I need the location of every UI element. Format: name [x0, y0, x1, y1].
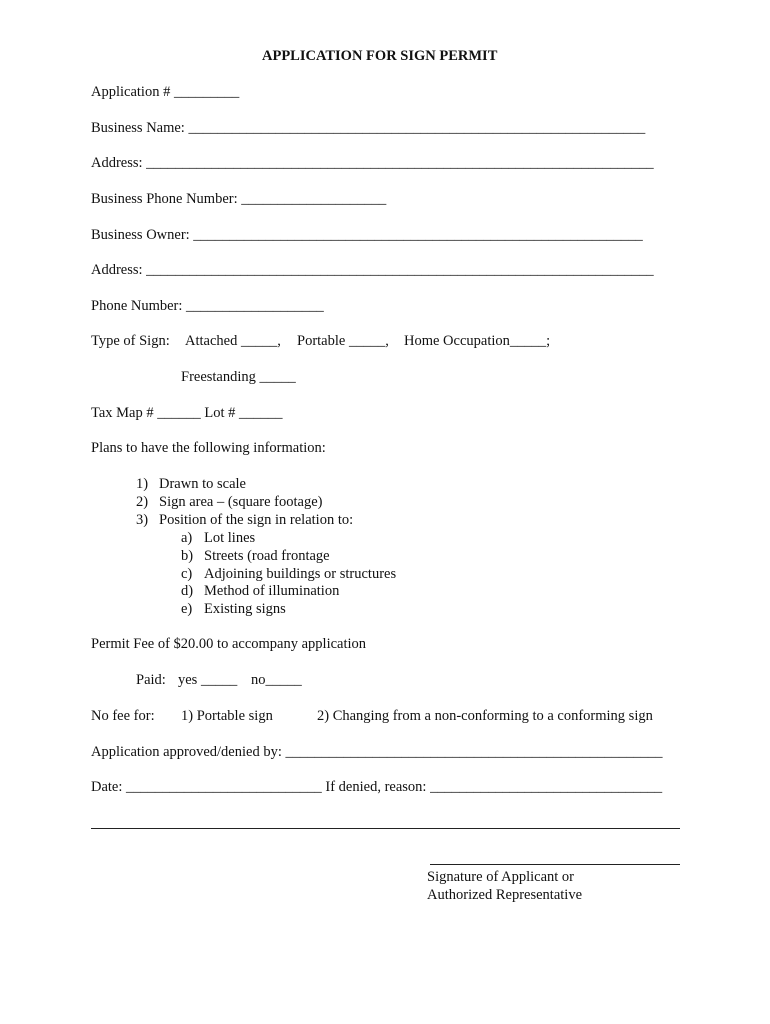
sublist-item: Lot lines — [204, 530, 256, 546]
paid-label: Paid: — [136, 672, 166, 688]
permit-fee-text: Permit Fee of $20.00 to accompany application — [91, 636, 367, 652]
sign-type-freestanding: Freestanding _____ — [181, 369, 296, 385]
reason-continuation-line — [91, 828, 680, 829]
no-fee-item-portable: 1) Portable sign — [181, 708, 273, 724]
sublist-item-letter: e) — [181, 601, 193, 617]
paid-no: no_____ — [251, 672, 302, 688]
sublist-item-letter: d) — [181, 583, 194, 599]
sublist-item: Method of illumination — [204, 583, 340, 599]
plans-intro: Plans to have the following information: — [91, 440, 326, 456]
approved-denied-field: Application approved/denied by: ____________________________________________________ — [91, 744, 663, 760]
sublist-item-letter: a) — [181, 530, 193, 546]
sublist-item: Streets (road frontage — [204, 548, 330, 564]
sign-type-home-occupation: Home Occupation_____; — [404, 333, 551, 349]
list-item-number: 2) — [136, 494, 149, 510]
sublist-item-letter: c) — [181, 566, 193, 582]
sign-type-label: Type of Sign: — [91, 333, 170, 349]
list-item-number: 3) — [136, 512, 149, 528]
list-item: Position of the sign in relation to: — [159, 512, 354, 528]
business-owner-field: Business Owner: ______________________________________________________________ — [91, 227, 643, 243]
signature-caption-line1: Signature of Applicant or — [427, 869, 574, 885]
address-field-1: Address: ______________________________________________________________________ — [91, 155, 654, 171]
application-number-field: Application # _________ — [91, 84, 240, 100]
sign-type-attached: Attached _____, — [185, 333, 281, 349]
sublist-item: Existing signs — [204, 601, 286, 617]
business-phone-field: Business Phone Number: ____________________ — [91, 191, 387, 207]
sublist-item-letter: b) — [181, 548, 194, 564]
sublist-item: Adjoining buildings or structures — [204, 566, 397, 582]
no-fee-label: No fee for: — [91, 708, 155, 724]
list-item-number: 1) — [136, 476, 149, 492]
address-field-2: Address: ______________________________________________________________________ — [91, 262, 654, 278]
paid-yes: yes _____ — [178, 672, 238, 688]
business-name-field: Business Name: _______________________________________________________________ — [91, 120, 646, 136]
date-reason-field: Date: ___________________________ If denied, reason: ________________________________ — [91, 779, 663, 795]
list-item: Sign area – (square footage) — [159, 494, 323, 510]
sign-type-portable: Portable _____, — [297, 333, 389, 349]
signature-caption-line2: Authorized Representative — [427, 887, 583, 903]
page-title: APPLICATION FOR SIGN PERMIT — [262, 48, 498, 64]
tax-map-field: Tax Map # ______ Lot # ______ — [91, 405, 283, 421]
signature-line — [430, 864, 680, 865]
list-item: Drawn to scale — [159, 476, 246, 492]
phone-number-field: Phone Number: ___________________ — [91, 298, 324, 314]
no-fee-item-nonconforming: 2) Changing from a non-conforming to a conforming sign — [317, 708, 653, 724]
